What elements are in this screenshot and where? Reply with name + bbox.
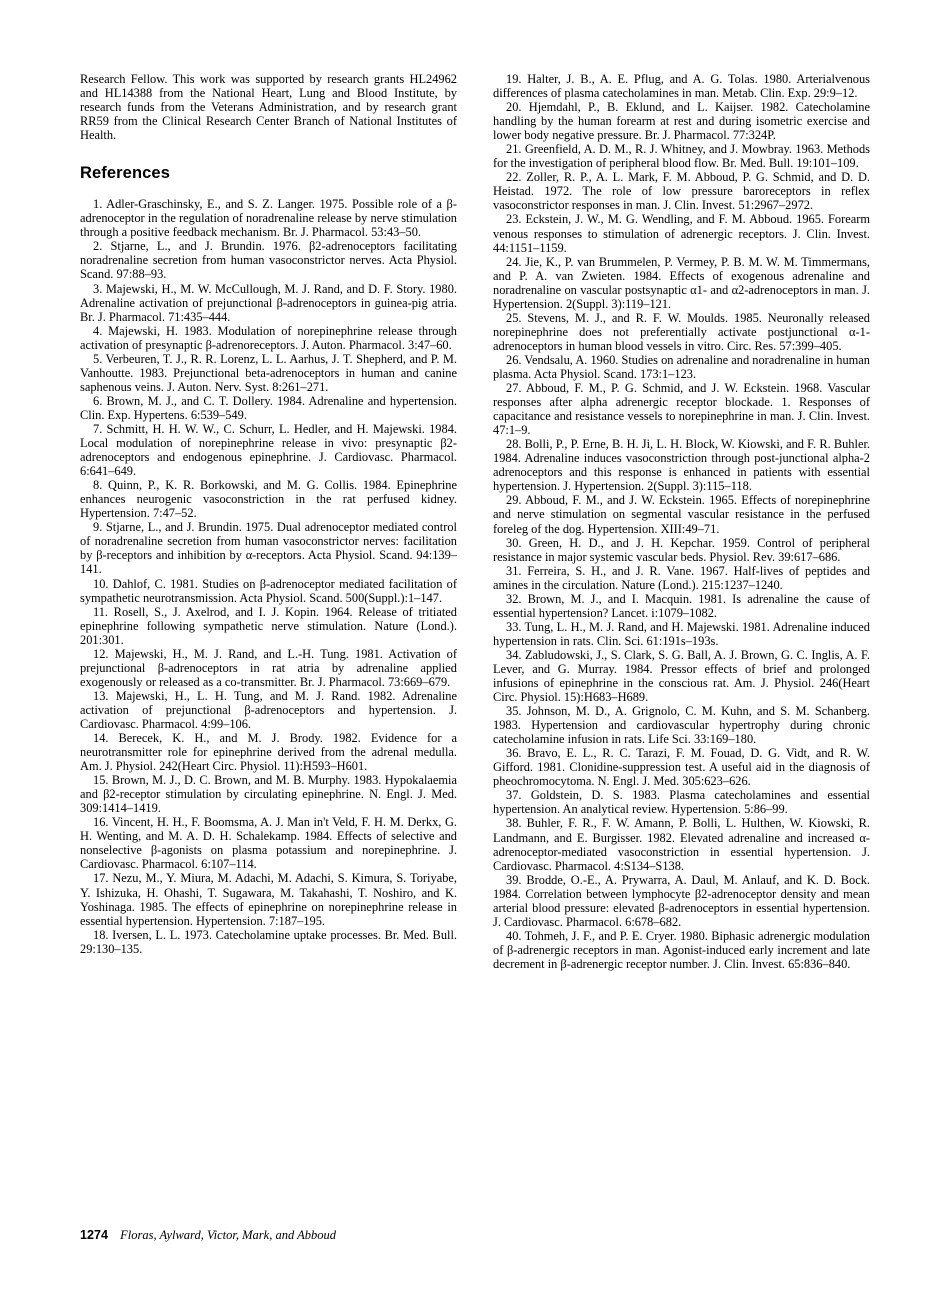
- intro-paragraph: Research Fellow. This work was supported by research grants HL24962 and HL14388 from the National Heart, Lung and Blood Institute, by research funds from the Veterans Administration, and by research grant RR59 from the Clinical Research Center Branch of National Institutes of Health.: [80, 72, 457, 143]
- reference-item: 32. Brown, M. J., and I. Macquin. 1981. Is adrenaline the cause of essential hypertension? Lancet. i:1079–1082.: [493, 591, 870, 620]
- reference-item: 6. Brown, M. J., and C. T. Dollery. 1984. Adrenaline and hypertension. Clin. Exp. Hypertens. 6:539–549.: [80, 393, 457, 422]
- left-column: [80, 72, 457, 971]
- reference-item: 21. Greenfield, A. D. M., R. J. Whitney, and J. Mowbray. 1963. Methods for the investigation of peripheral blood flow. Br. Med. Bull. 19:101–109.: [493, 142, 870, 171]
- reference-item: 19. Halter, J. B., A. E. Pflug, and A. G. Tolas. 1980. Arterialvenous differences of plasma catecholamines in man. Metab. Clin. Exp. 29:9–12.: [493, 72, 870, 101]
- reference-item: 24. Jie, K., P. van Brummelen, P. Vermey, P. B. M. W. M. Timmermans, and P. A. van Zwieten. 1984. Effects of exogenous adrenaline and noradrenaline on vascular postsynaptic α1- and α2-adrenoceptors in man. J. Hypertension. 2(Suppl. 3):119–121.: [493, 254, 870, 311]
- references-list-right: [493, 72, 870, 971]
- reference-item: 3. Majewski, H., M. W. McCullough, M. J. Rand, and D. F. Story. 1980. Adrenaline activation of prejunctional β-adrenoceptors in guinea-pig atria. Br. J. Pharmacol. 71:435–444.: [80, 281, 457, 324]
- reference-item: 14. Berecek, K. H., and M. J. Brody. 1982. Evidence for a neurotransmitter role for epinephrine derived from the adrenal medulla. Am. J. Physiol. 242(Heart Circ. Physiol. 11):H593–H601.: [80, 731, 457, 774]
- reference-item: 36. Bravo, E. L., R. C. Tarazi, F. M. Fouad, D. G. Vidt, and R. W. Gifford. 1981. Clonidine-suppression test. A useful aid in the diagnosis of pheochromocytoma. N. Engl. J. Med. 305:623–626.: [493, 746, 870, 789]
- reference-item: 23. Eckstein, J. W., M. G. Wendling, and F. M. Abboud. 1965. Forearm venous responses to stimulation of adrenergic receptors. J. Clin. Invest. 44:1151–1159.: [493, 212, 870, 255]
- reference-item: 30. Green, H. D., and J. H. Kepchar. 1959. Control of peripheral resistance in major systemic vascular beds. Physiol. Rev. 39:617–686.: [493, 535, 870, 564]
- references-list-left: [80, 197, 457, 956]
- page-number: 1274: [80, 1228, 109, 1242]
- right-column: [493, 72, 870, 971]
- reference-item: 17. Nezu, M., Y. Miura, M. Adachi, M. Adachi, S. Kimura, S. Toriyabe, Y. Ishizuka, H. Ohashi, T. Sugawara, M. Takahashi, T. Noshiro, and K. Yoshinaga. 1985. The effects of epinephrine on norepinephrine release in essential hypertension. Hypertension. 7:187–195.: [80, 871, 457, 928]
- reference-item: 15. Brown, M. J., D. C. Brown, and M. B. Murphy. 1983. Hypokalaemia and β2-receptor stimulation by circulating epinephrine. N. Engl. J. Med. 309:1414–1419.: [80, 773, 457, 816]
- reference-item: 7. Schmitt, H. H. W. W., C. Schurr, L. Hedler, and H. Majewski. 1984. Local modulation of norepinephrine release in vivo: presynaptic β2-adrenoceptors and endogenous epinephrine. J. Cardiovasc. Pharmacol. 6:641–649.: [80, 421, 457, 479]
- reference-item: 16. Vincent, H. H., F. Boomsma, A. J. Man in't Veld, F. H. M. Derkx, G. H. Wenting, and M. A. D. H. Schalekamp. 1984. Effects of selective and nonselective β-agonists on plasma potassium and norepinephrine. J. Cardiovasc. Pharmacol. 6:107–114.: [80, 815, 457, 872]
- reference-item: 31. Ferreira, S. H., and J. R. Vane. 1967. Half-lives of peptides and amines in the circulation. Nature (Lond.). 215:1237–1240.: [493, 563, 870, 592]
- reference-item: 8. Quinn, P., K. R. Borkowski, and M. G. Collis. 1984. Epinephrine enhances neurogenic vasoconstriction in the rat perfused kidney. Hypertension. 7:47–52.: [80, 478, 457, 521]
- running-authors: Floras, Aylward, Victor, Mark, and Abboud: [120, 1228, 336, 1242]
- references-heading: References: [80, 164, 170, 183]
- reference-item: 1. Adler-Graschinsky, E., and S. Z. Langer. 1975. Possible role of a β-adrenoceptor in the regulation of noradrenaline release by nerve stimulation through a positive feedback mechanism. Br. J. Pharmacol. 53:43–50.: [80, 197, 457, 240]
- reference-item: 28. Bolli, P., P. Erne, B. H. Ji, L. H. Block, W. Kiowski, and F. R. Buhler. 1984. Adrenaline induces vasoconstriction through post-junctional alpha-2 adrenoceptors and this response is enhanced in patients with essential hypertension. J. Hypertension. 2(Suppl. 3):115–118.: [493, 437, 870, 494]
- reference-item: 38. Buhler, F. R., F. W. Amann, P. Bolli, L. Hulthen, W. Kiowski, R. Landmann, and E. Burgisser. 1982. Elevated adrenaline and increased α-adrenoceptor-mediated vasoconstriction in essential hypertension. J. Cardiovasc. Pharmacol. 4:S134–S138.: [493, 816, 870, 873]
- reference-item: 20. Hjemdahl, P., B. Eklund, and L. Kaijser. 1982. Catecholamine handling by the human forearm at rest and during isometric exercise and lower body negative pressure. Br. J. Pharmacol. 77:324P.: [493, 100, 870, 143]
- acknowledgment-block: [80, 72, 457, 142]
- reference-item: 2. Stjarne, L., and J. Brundin. 1976. β2-adrenoceptors facilitating noradrenaline secretion from human vasoconstrictor nerves. Acta Physiol. Scand. 97:88–93.: [80, 239, 457, 282]
- reference-item: 18. Iversen, L. L. 1973. Catecholamine uptake processes. Br. Med. Bull. 29:130–135.: [80, 927, 457, 956]
- reference-item: 11. Rosell, S., J. Axelrod, and I. J. Kopin. 1964. Release of tritiated epinephrine following sympathetic nerve stimulation. Nature (Lond.). 201:301.: [80, 604, 457, 647]
- reference-item: 4. Majewski, H. 1983. Modulation of norepinephrine release through activation of presynaptic β-adrenoreceptors. J. Auton. Pharmacol. 3:47–60.: [80, 323, 457, 352]
- reference-item: 33. Tung, L. H., M. J. Rand, and H. Majewski. 1981. Adrenaline induced hypertension in rats. Clin. Sci. 61:191s–193s.: [493, 619, 870, 648]
- reference-item: 10. Dahlof, C. 1981. Studies on β-adrenoceptor mediated facilitation of sympathetic neurotransmission. Acta Physiol. Scand. 500(Suppl.):1–147.: [80, 576, 457, 605]
- reference-item: 40. Tohmeh, J. F., and P. E. Cryer. 1980. Biphasic adrenergic modulation of β-adrenergic receptors in man. Agonist-induced early increment and late decrement in β-adrenergic receptor number. J. Clin. Invest. 65:836–840.: [493, 928, 870, 971]
- two-column-layout: [80, 72, 870, 971]
- reference-item: 25. Stevens, M. J., and R. F. W. Moulds. 1985. Neuronally released norepinephrine does not preferentially activate postjunctional α-1-adrenoceptors in human blood vessels in vitro. Circ. Res. 57:399–405.: [493, 310, 870, 353]
- reference-item: 12. Majewski, H., M. J. Rand, and L.-H. Tung. 1981. Activation of prejunctional β-adrenoceptors in rat atria by adrenaline applied exogenously or released as a co-transmitter. Br. J. Pharmacol. 73:669–679.: [80, 646, 457, 689]
- reference-item: 5. Verbeuren, T. J., R. R. Lorenz, L. L. Aarhus, J. T. Shepherd, and P. M. Vanhoutte. 1983. Prejunctional beta-adrenoceptors in human and canine saphenous veins. J. Auton. Nerv. Syst. 8:261–271.: [80, 351, 457, 394]
- reference-item: 26. Vendsalu, A. 1960. Studies on adrenaline and noradrenaline in human plasma. Acta Physiol. Scand. 173:1–123.: [493, 352, 870, 381]
- reference-item: 22. Zoller, R. P., A. L. Mark, F. M. Abboud, P. G. Schmid, and D. D. Heistad. 1972. The role of low pressure baroreceptors in reflex vasoconstrictor responses in man. J. Clin. Invest. 51:2967–2972.: [493, 170, 870, 213]
- reference-item: 29. Abboud, F. M., and J. W. Eckstein. 1965. Effects of norepinephrine and nerve stimulation on segmental vascular resistance in the perfused foreleg of the dog. Hypertension. XIII:49–71.: [493, 493, 870, 536]
- reference-item: 9. Stjarne, L., and J. Brundin. 1975. Dual adrenoceptor mediated control of noradrenaline secretion from human vasoconstrictor nerves: facilitation by β-receptors and inhibition by α-receptors. Acta Physiol. Scand. 94:139–141.: [80, 520, 457, 577]
- reference-item: 39. Brodde, O.-E., A. Prywarra, A. Daul, M. Anlauf, and K. D. Bock. 1984. Correlation between lymphocyte β2-adrenoceptor density and mean arterial blood pressure: elevated β-adrenoceptors in essential hypertension. J. Cardiovasc. Pharmacol. 6:678–682.: [493, 872, 870, 929]
- reference-item: 35. Johnson, M. D., A. Grignolo, C. M. Kuhn, and S. M. Schanberg. 1983. Hypertension and cardiovascular hypertrophy during chronic catecholamine infusion in rats. Life Sci. 33:169–180.: [493, 704, 870, 747]
- reference-item: 27. Abboud, F. M., P. G. Schmid, and J. W. Eckstein. 1968. Vascular responses after alpha adrenergic receptor blockade. 1. Responses of capacitance and resistance vessels to norepinephrine in man. J. Clin. Invest. 47:1–9.: [493, 381, 870, 438]
- reference-item: 13. Majewski, H., L. H. Tung, and M. J. Rand. 1982. Adrenaline activation of prejunctional β-adrenoceptors and hypertension. J. Cardiovasc. Pharmacol. 4:99–106.: [80, 688, 457, 731]
- page-footer: [80, 1228, 870, 1243]
- reference-item: 34. Zabludowski, J., S. Clark, S. G. Ball, A. J. Brown, G. C. Inglis, A. F. Lever, and G. Murray. 1984. Pressor effects of brief and prolonged infusions of epinephrine in the conscious rat. Am. J. Physiol. 246(Heart Circ. Physiol. 15):H683–H689.: [493, 647, 870, 705]
- reference-item: 37. Goldstein, D. S. 1983. Plasma catecholamines and essential hypertension. An analytical review. Hypertension. 5:86–99.: [493, 788, 870, 817]
